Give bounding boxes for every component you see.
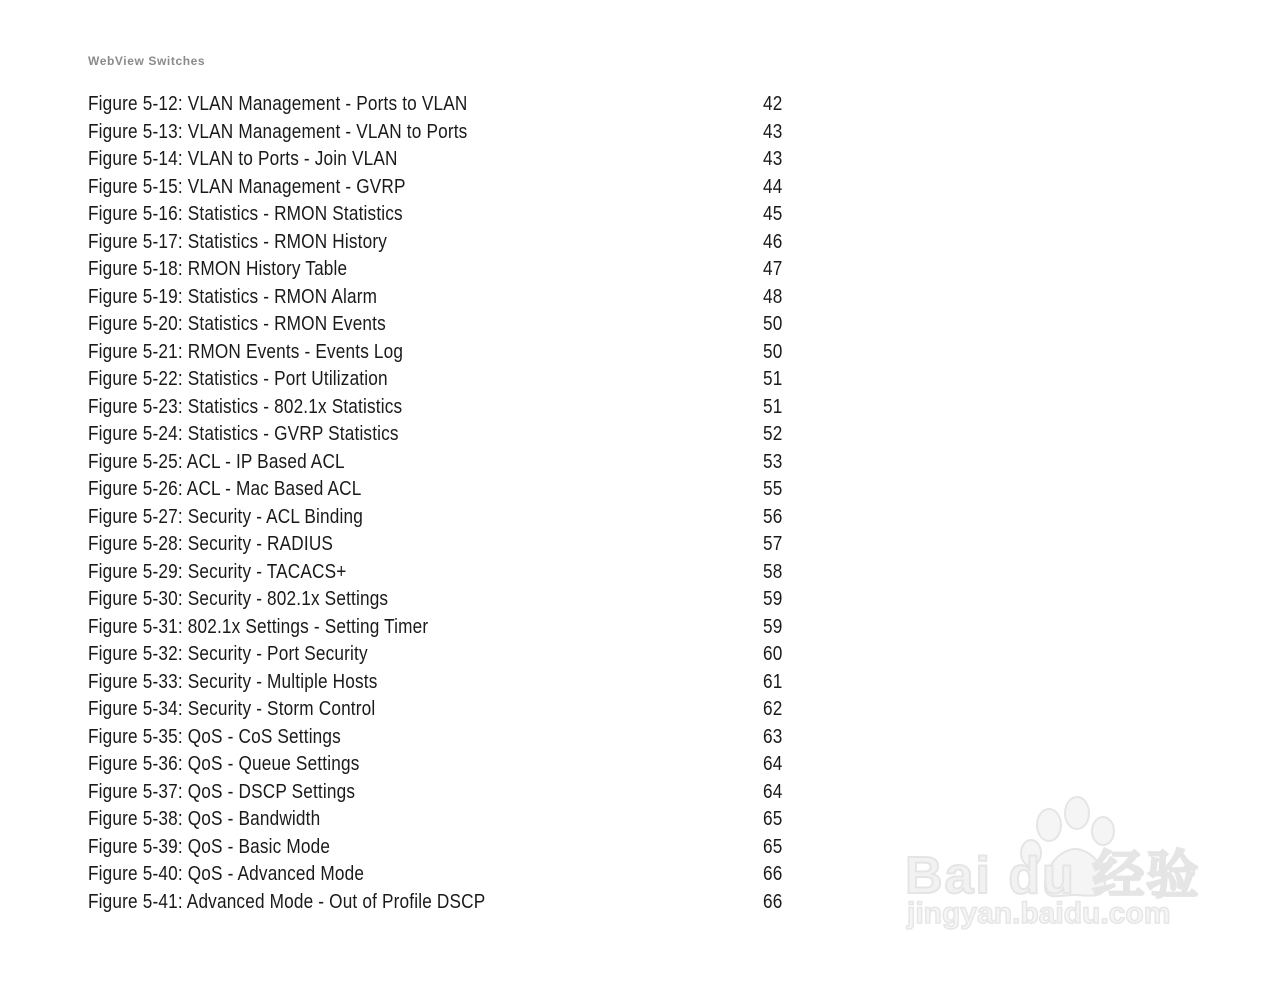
toc-entry-title: Figure 5-12: VLAN Management - Ports to VLAN	[88, 93, 468, 115]
toc-entry-page: 57	[763, 533, 783, 555]
toc-entry-title: Figure 5-28: Security - RADIUS	[88, 533, 334, 555]
toc-entry-title: Figure 5-27: Security - ACL Binding	[88, 505, 363, 528]
toc-entry	[88, 696, 788, 724]
toc-entry	[88, 201, 788, 229]
toc-entry	[88, 476, 788, 504]
toc-entry	[88, 779, 788, 807]
toc-entry-page: 65	[763, 808, 783, 830]
toc-entry-page: 62	[763, 698, 783, 720]
toc-entry	[88, 311, 788, 339]
toc-entry-page: 52	[763, 423, 783, 445]
toc-entry-page: 43	[763, 120, 783, 143]
toc-entry-page: 63	[763, 725, 783, 748]
toc-entry-page: 51	[763, 368, 783, 390]
toc-entry	[88, 751, 788, 779]
toc-entry	[88, 586, 788, 614]
toc-entry	[88, 641, 788, 669]
toc-entry-title: Figure 5-21: RMON Events - Events Log	[88, 340, 404, 363]
toc-entry-page: 44	[763, 175, 783, 198]
toc-entry-title: Figure 5-18: RMON History Table	[88, 258, 348, 280]
toc-entry-title: Figure 5-24: Statistics - GVRP Statistics	[88, 423, 399, 445]
toc-entry-title: Figure 5-20: Statistics - RMON Events	[88, 313, 386, 335]
toc-entry	[88, 256, 788, 284]
toc-entry	[88, 366, 788, 394]
toc-entry	[88, 614, 788, 642]
toc-entry-title: Figure 5-33: Security - Multiple Hosts	[88, 670, 378, 693]
toc-entry-page: 53	[763, 450, 783, 473]
toc-entry-title: Figure 5-26: ACL - Mac Based ACL	[88, 478, 362, 500]
watermark	[905, 795, 1210, 945]
watermark-brand: Bai du 经验	[905, 847, 1201, 905]
toc-entry-title: Figure 5-15: VLAN Management - GVRP	[88, 175, 406, 198]
toc-entry-title: Figure 5-23: Statistics - 802.1x Statistics	[88, 395, 403, 418]
toc-entry	[88, 284, 788, 312]
toc-entry-page: 56	[763, 505, 783, 528]
toc-entry	[88, 421, 788, 449]
toc-entry-page: 45	[763, 203, 783, 225]
toc-entry	[88, 449, 788, 477]
toc-entry-title: Figure 5-25: ACL - IP Based ACL	[88, 450, 345, 473]
toc-entry	[88, 394, 788, 422]
toc-entry	[88, 669, 788, 697]
toc-entry-page: 47	[763, 258, 783, 280]
toc-entry-title: Figure 5-34: Security - Storm Control	[88, 698, 376, 720]
toc-entry-page: 60	[763, 643, 783, 665]
toc-entry	[88, 834, 788, 862]
toc-entry-title: Figure 5-40: QoS - Advanced Mode	[88, 863, 365, 885]
toc-entry-page: 64	[763, 753, 783, 775]
toc-entry-page: 46	[763, 230, 783, 253]
toc-entry-title: Figure 5-22: Statistics - Port Utilization	[88, 368, 388, 390]
toc-entry-page: 48	[763, 285, 783, 308]
toc-entry-page: 50	[763, 313, 783, 335]
toc-entry	[88, 724, 788, 752]
toc-entry-title: Figure 5-30: Security - 802.1x Settings	[88, 588, 389, 610]
toc-entry	[88, 504, 788, 532]
toc-entry-title: Figure 5-14: VLAN to Ports - Join VLAN	[88, 148, 398, 170]
toc-entry-title: Figure 5-37: QoS - DSCP Settings	[88, 780, 356, 803]
toc-entry-page: 59	[763, 588, 783, 610]
toc-entry-page: 55	[763, 478, 783, 500]
toc-entry	[88, 531, 788, 559]
toc-entry-title: Figure 5-13: VLAN Management - VLAN to Ports	[88, 120, 468, 143]
toc-entry-title: Figure 5-31: 802.1x Settings - Setting Timer	[88, 615, 429, 638]
toc-entry	[88, 91, 788, 119]
toc-entry-page: 65	[763, 835, 783, 858]
page-header: WebView Switches	[88, 54, 206, 68]
toc-entry-title: Figure 5-38: QoS - Bandwidth	[88, 808, 321, 830]
toc-entry-title: Figure 5-32: Security - Port Security	[88, 643, 368, 665]
toc-entry-page: 58	[763, 560, 783, 583]
toc-entry-title: Figure 5-19: Statistics - RMON Alarm	[88, 285, 378, 308]
toc-entry	[88, 559, 788, 587]
toc-entry	[88, 119, 788, 147]
toc-entry-title: Figure 5-41: Advanced Mode - Out of Profile DSCP	[88, 890, 486, 913]
toc-entry-page: 50	[763, 340, 783, 363]
toc-entry-title: Figure 5-36: QoS - Queue Settings	[88, 753, 360, 775]
toc-entry	[88, 146, 788, 174]
figure-list	[88, 91, 788, 916]
toc-entry-title: Figure 5-16: Statistics - RMON Statistics	[88, 203, 403, 225]
toc-entry	[88, 174, 788, 202]
toc-entry	[88, 229, 788, 257]
toc-entry	[88, 861, 788, 889]
watermark-url: jingyan.baidu.com	[907, 897, 1171, 930]
toc-entry-page: 66	[763, 890, 783, 913]
toc-entry-title: Figure 5-35: QoS - CoS Settings	[88, 725, 341, 748]
toc-entry-title: Figure 5-29: Security - TACACS+	[88, 560, 347, 583]
toc-entry-page: 61	[763, 670, 783, 693]
toc-entry-page: 43	[763, 148, 783, 170]
toc-entry-page: 66	[763, 863, 783, 885]
toc-entry-title: Figure 5-17: Statistics - RMON History	[88, 230, 387, 253]
toc-entry	[88, 339, 788, 367]
toc-entry-page: 59	[763, 615, 783, 638]
toc-entry-title: Figure 5-39: QoS - Basic Mode	[88, 835, 331, 858]
toc-entry-page: 51	[763, 395, 783, 418]
toc-entry	[88, 889, 788, 917]
toc-entry-page: 64	[763, 780, 783, 803]
toc-entry	[88, 806, 788, 834]
toc-entry-page: 42	[763, 93, 783, 115]
